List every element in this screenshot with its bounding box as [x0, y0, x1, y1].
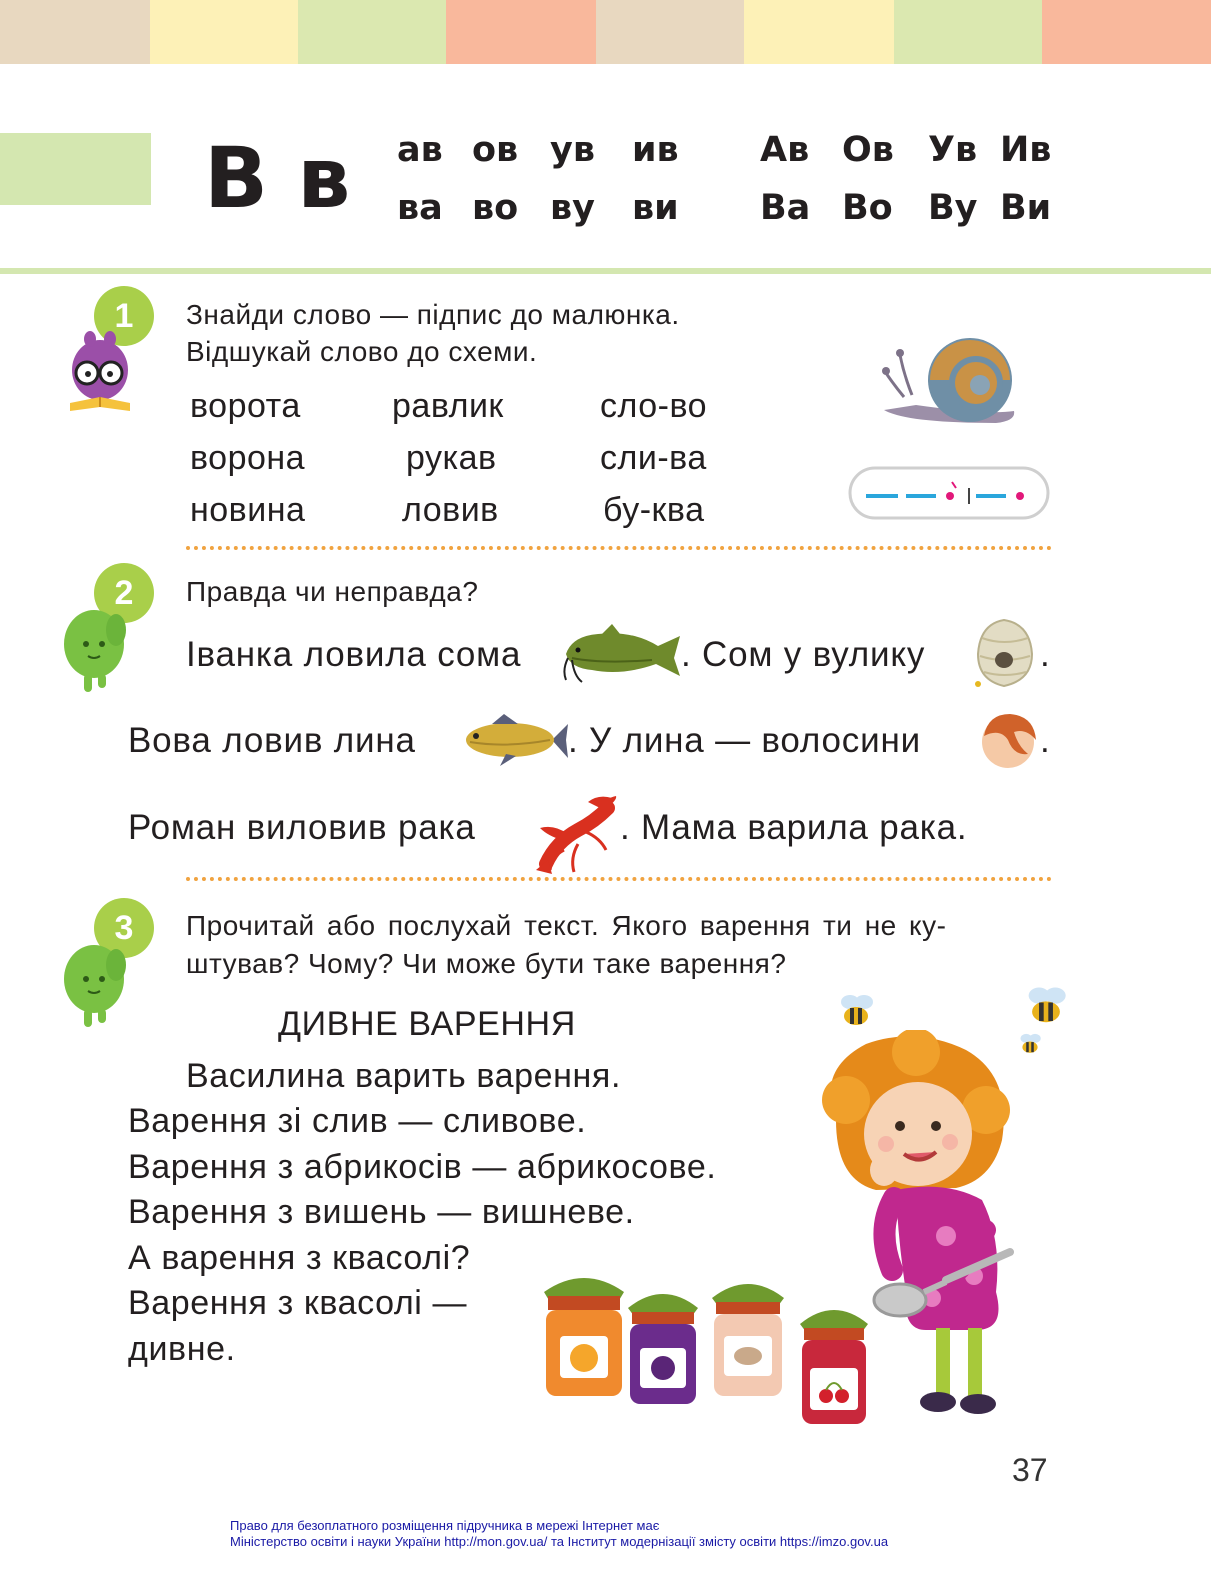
word: сли-ва [600, 439, 707, 477]
section-divider [186, 877, 1052, 881]
sentence-text: . Сом у вулику [681, 635, 926, 674]
header-divider [0, 268, 1211, 274]
syllable: Ув [928, 130, 978, 170]
hair-head-icon [978, 710, 1040, 770]
task1-instruction: Відшукай слово до схеми. [186, 336, 538, 367]
top-band-1 [0, 0, 150, 64]
syllable: Ви [1000, 188, 1052, 228]
sentence-text: Вова ловив лина [128, 721, 416, 760]
green-mascot-icon [60, 600, 132, 696]
sentence-text: . [1040, 721, 1051, 760]
bee-icon [834, 992, 878, 1030]
top-band-6 [744, 0, 894, 64]
sentence-text: Роман виловив рака [128, 808, 476, 847]
syllable-scheme-icon [848, 466, 1050, 520]
task2-question: Правда чи неправда? [186, 576, 479, 607]
story-line: дивне. [128, 1330, 236, 1368]
word: ловив [402, 491, 499, 529]
footer-copyright: Міністерство освіти і науки України http://mon.gov.ua/ та Інститут модернізації змісту освіти https://imzo.gov.ua [230, 1534, 889, 1549]
task-number-2: 2 [94, 563, 154, 623]
section-divider [186, 546, 1052, 550]
green-mascot-icon [60, 935, 132, 1031]
snail-icon [876, 335, 1022, 430]
bee-icon [1020, 984, 1072, 1028]
bean-jar-icon [706, 1272, 790, 1400]
task-number-1: 1 [94, 286, 154, 346]
word: рукав [406, 439, 497, 477]
sentence-text: . Мама варила рака. [620, 808, 968, 847]
syllable: ув [550, 130, 595, 170]
story-line: Варення з вишень — вишневе. [128, 1193, 635, 1231]
top-band-3 [298, 0, 446, 64]
story-line: А варення з квасолі? [128, 1239, 471, 1277]
plum-jar-icon [622, 1282, 704, 1406]
syllable: ви [632, 188, 679, 228]
beehive-icon [968, 614, 1040, 694]
page-number: 37 [1012, 1452, 1048, 1488]
story-title: ДИВНЕ ВАРЕННЯ [278, 1005, 576, 1043]
word: равлик [392, 387, 504, 425]
word: бу-ква [603, 491, 705, 529]
task3-instruction: штував? Чому? Чи може бути таке варення? [186, 948, 787, 979]
top-band-7 [894, 0, 1042, 64]
story-line: Варення з абрикосів — абрикосове. [128, 1148, 717, 1186]
syllable: Ва [760, 188, 811, 228]
syllable: ва [397, 188, 443, 228]
crayfish-icon [528, 794, 622, 876]
sentence-text: . У лина — волосини [568, 721, 921, 760]
syllable: Во [842, 188, 893, 228]
word: сло-во [600, 387, 708, 425]
word: новина [190, 491, 306, 529]
syllable: ав [397, 130, 443, 170]
syllable: Ов [842, 130, 894, 170]
sentence-text: . [1040, 635, 1051, 674]
task1-instruction: Знайди слово — підпис до малюнка. [186, 299, 680, 330]
top-band-8 [1042, 0, 1211, 64]
syllable: ву [550, 188, 595, 228]
apricot-jar-icon [538, 1266, 630, 1400]
header-color-block [0, 133, 151, 205]
tench-fish-icon [456, 712, 568, 768]
story-line: Василина варить варення. [186, 1057, 621, 1095]
word: ворота [190, 387, 301, 425]
word: ворона [190, 439, 306, 477]
syllable: Ву [928, 188, 978, 228]
purple-mascot-icon [64, 325, 136, 420]
syllable: Ав [760, 130, 810, 170]
syllable: ив [632, 130, 679, 170]
footer-copyright: Право для безоплатного розміщення підручника в мережі Інтернет має [230, 1518, 660, 1533]
syllable: Ив [1000, 130, 1052, 170]
cherry-jar-icon [794, 1298, 874, 1428]
task3-instruction: Прочитай або послухай текст. Якого варення ти не ку- [186, 910, 947, 941]
top-band-5 [596, 0, 744, 64]
syllable: во [472, 188, 519, 228]
sentence-text: Іванка ловила сома [186, 635, 522, 674]
story-line: Варення зі слив — сливове. [128, 1102, 587, 1140]
task-number-3: 3 [94, 898, 154, 958]
syllable: ов [472, 130, 519, 170]
letter-title: В в [204, 129, 351, 227]
top-band-4 [446, 0, 596, 64]
top-band-2 [150, 0, 298, 64]
catfish-icon [562, 620, 682, 686]
story-line: Варення з квасолі — [128, 1284, 468, 1322]
